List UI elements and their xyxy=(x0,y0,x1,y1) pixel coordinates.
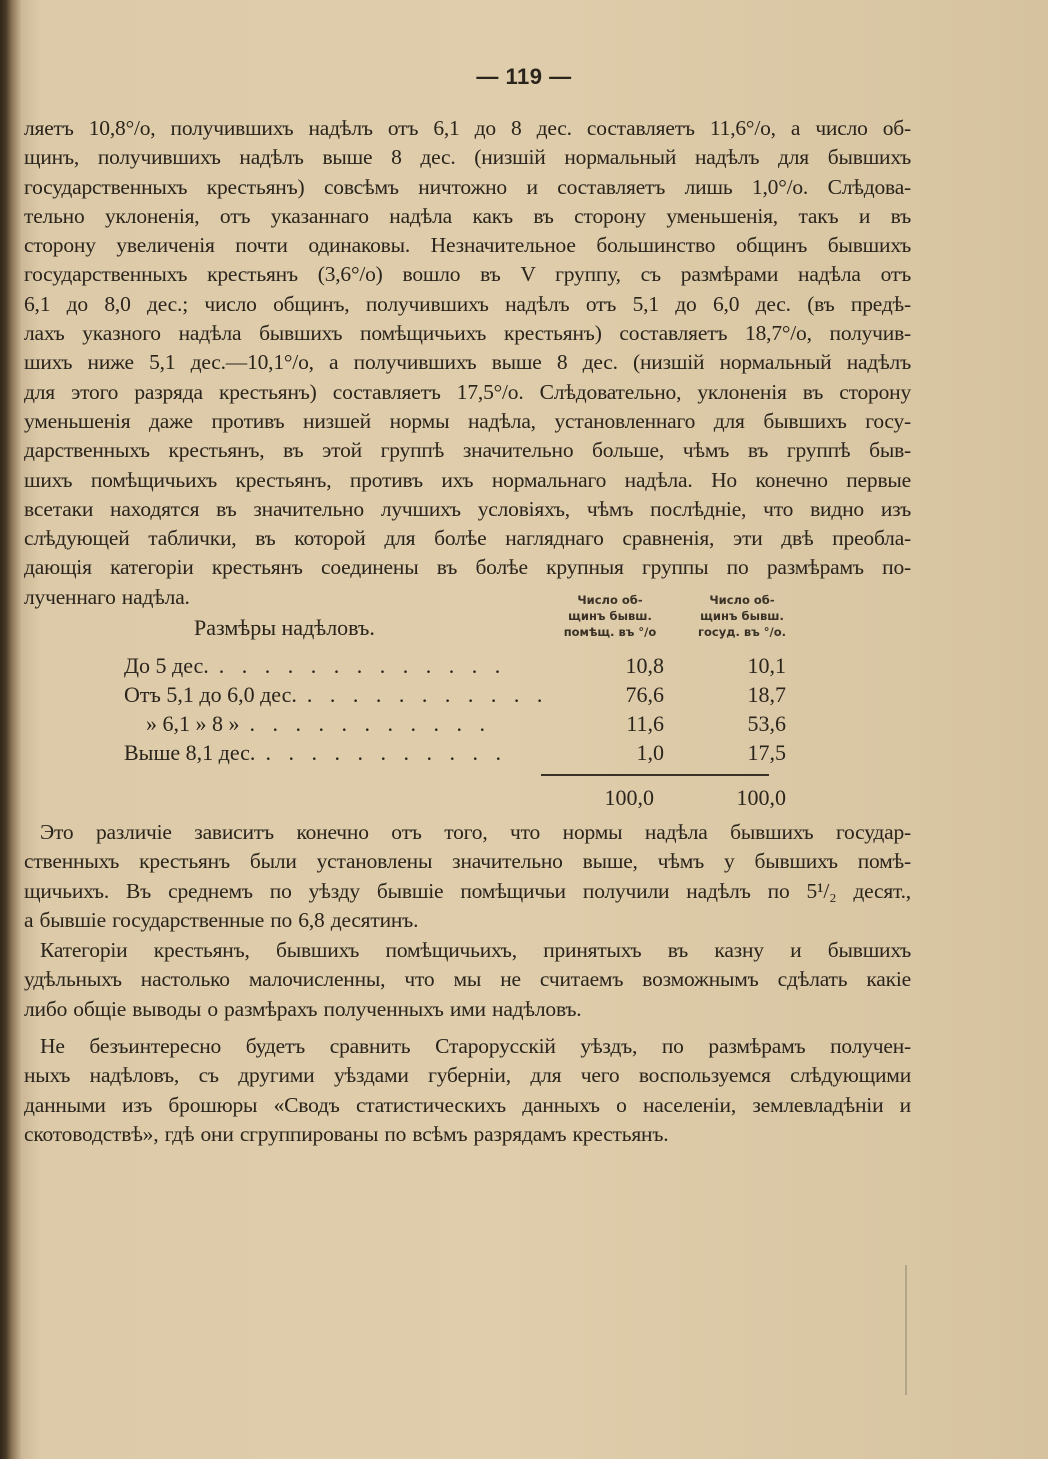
table-row xyxy=(124,680,786,709)
text-line: Не безъинтересно будетъ сравнить Старорусскій уѣздъ, по размѣрамъ получен- xyxy=(40,1034,911,1058)
page-number: — 119 — xyxy=(476,64,572,89)
table-row xyxy=(124,651,786,680)
column-header-line: щинъ бывш. xyxy=(568,609,652,623)
sum-rule xyxy=(541,774,769,776)
column-header-gosudarstvennye xyxy=(680,592,804,640)
value-pomeschichi: 76,6 xyxy=(625,682,664,707)
column-header-line: Число об- xyxy=(709,593,775,607)
value-gosudarstvennye: 53,6 xyxy=(747,711,786,736)
column-header-line: Число об- xyxy=(577,593,643,607)
text-line: щичьихъ. Въ среднемъ по уѣзду бывшіе помѣщичьи получили надѣлъ по 5¹/₂ десят., xyxy=(24,878,911,903)
total-gosudarstvennye: 100,0 xyxy=(736,785,786,810)
row-label: Отъ 5,1 до 6,0 дес. xyxy=(124,682,297,707)
text-line: лахъ указного надѣла бывшихъ помѣщичьихъ крестьянъ) составляетъ 18,7°/о, получив- xyxy=(24,321,911,346)
text-line: ныхъ надѣловъ, съ другими уѣздами губерніи, для чего воспользуемся слѣдующими xyxy=(24,1063,911,1088)
row-label: До 5 дес. xyxy=(124,653,209,678)
column-header-pomeschichi xyxy=(548,592,672,640)
value-gosudarstvennye: 10,1 xyxy=(747,653,786,678)
text-line: для этого разряда крестьянъ) составляетъ 17,5°/о. Слѣдовательно, уклоненія въ сторону xyxy=(24,379,911,404)
text-line: дающія категоріи крестьянъ соединены въ болѣе крупныя группы по размѣрамъ по- xyxy=(24,555,911,580)
text-line: ляетъ 10,8°/о, получившихъ надѣлъ отъ 6,1 до 8 дес. составляетъ 11,6°/о, а число об- xyxy=(24,116,911,140)
table-row xyxy=(124,738,786,767)
text-line: слѣдующей таблички, въ которой для болѣе нагляднаго сравненія, эти двѣ преобла- xyxy=(24,526,911,551)
row-label: » 6,1 » 8 » xyxy=(146,711,240,736)
text-line: щинъ, получившихъ надѣлъ выше 8 дес. (низшій нормальный надѣлъ для бывшихъ xyxy=(24,145,911,170)
text-line: тельно уклоненія, отъ указаннаго надѣла какъ въ сторону уменьшенія, такъ и въ xyxy=(24,203,911,228)
leader-dots: . . . . . . . . . . . xyxy=(265,740,507,765)
text-line: шихъ ниже 5,1 дес.—10,1°/о, а получившихъ выше 8 дес. (низшій нормальный надѣлъ xyxy=(24,350,911,375)
margin-mark xyxy=(905,1265,907,1395)
text-line: уменьшенія даже противъ низшей нормы надѣла, установленнаго для бывшихъ госу- xyxy=(24,408,911,433)
paragraph-4 xyxy=(24,1032,911,1149)
paragraph-3 xyxy=(24,936,911,1024)
text-line: всетаки находятся въ значительно лучшихъ условіяхъ, чѣмъ послѣдніе, что видно изъ xyxy=(24,496,911,521)
table-title: Размѣры надѣловъ. xyxy=(194,615,375,640)
text-line: удѣльныхъ настолько малочисленны, что мы не считаемъ возможнымъ сдѣлать какіе xyxy=(24,967,911,992)
text-line: сторону увеличенія почти одинаковы. Незначительное большинство общинъ бывшихъ xyxy=(24,233,911,258)
text-line: Категоріи крестьянъ, бывшихъ помѣщичьихъ, принятыхъ въ казну и бывшихъ xyxy=(40,938,911,962)
text-line: дарственныхъ крестьянъ, въ этой группѣ значительно больше, чѣмъ въ группѣ быв- xyxy=(24,438,911,463)
text-line: государственныхъ крестьянъ (3,6°/о) вошло въ V группу, съ размѣрами надѣла отъ xyxy=(24,262,911,287)
table-row xyxy=(124,709,786,738)
value-pomeschichi: 10,8 xyxy=(625,653,664,678)
text-line: а бывшіе государственные по 6,8 десятинъ. xyxy=(24,907,419,932)
leader-dots: . . . . . . . . . . . xyxy=(249,711,491,736)
text-line: 6,1 до 8,0 дес.; число общинъ, получившихъ надѣлъ отъ 5,1 до 6,0 дес. (въ предѣ- xyxy=(24,291,911,316)
leader-dots: . . . . . . . . . . . xyxy=(306,682,549,707)
text-line: либо общіе выводы о размѣрахъ полученныхъ ими надѣловъ. xyxy=(24,996,582,1021)
text-line: государственныхъ крестьянъ) совсѣмъ ничтожно и составляетъ лишь 1,0°/о. Слѣдова- xyxy=(24,174,911,199)
leader-dots: . . . . . . . . . . . . . xyxy=(218,653,507,678)
value-pomeschichi: 1,0 xyxy=(636,740,664,765)
column-header-line: щинъ бывш. xyxy=(700,609,784,623)
column-header-line: госуд. въ °/о. xyxy=(697,625,787,639)
paragraph-1 xyxy=(24,114,911,612)
text-line: лученнаго надѣла. xyxy=(24,584,190,609)
value-gosudarstvennye: 17,5 xyxy=(747,740,786,765)
text-line: шихъ помѣщичьихъ крестьянъ, противъ ихъ нормальнаго надѣла. Но конечно первые xyxy=(24,467,911,492)
allotment-table xyxy=(0,585,1048,815)
text-line: скотоводствѣ», гдѣ они сгруппированы по всѣмъ разрядамъ крестьянъ. xyxy=(24,1121,669,1146)
column-header-line: помѣщ. въ °/о xyxy=(563,625,657,639)
text-line: ственныхъ крестьянъ были установлены значительно выше, чѣмъ у бывшихъ помѣ- xyxy=(24,849,911,874)
row-label: Выше 8,1 дес. xyxy=(124,740,256,765)
value-pomeschichi: 11,6 xyxy=(626,711,664,736)
paragraph-2 xyxy=(24,818,911,935)
text-line: Это различіе зависитъ конечно отъ того, что нормы надѣла бывшихъ государ- xyxy=(40,820,911,844)
text-line: данными изъ брошюры «Сводъ статистическихъ данныхъ о населеніи, землевладѣніи и xyxy=(24,1092,911,1117)
value-gosudarstvennye: 18,7 xyxy=(747,682,786,707)
total-pomeschichi: 100,0 xyxy=(604,785,654,810)
